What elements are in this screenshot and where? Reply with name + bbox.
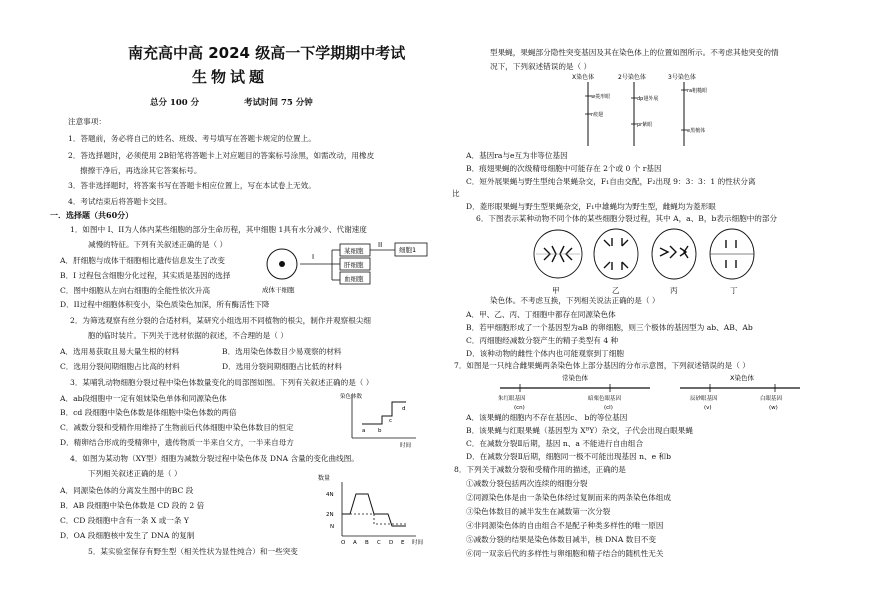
q5-option-c: C．短外展果蝇与野生型纯合果蝇杂交，F₁自由交配，F₂出现 9：3：3：1 的性状分离 [466, 177, 756, 186]
q5-stem: 况下，下列叙述错误的是（ ） [490, 62, 592, 71]
exam-time: 考试时间 75 分钟 [244, 98, 313, 108]
q3-stem: 3．某哺乳动物细胞分裂过程中染色体数量变化的局部图如图。下列有关叙述正确的是（ ） [70, 378, 374, 387]
stage-ii-label: II [378, 241, 383, 249]
q8-statement: ②同源染色体是由一条染色体经过复制而来的两条染色体组成 [466, 493, 672, 502]
x-tick: E [401, 540, 405, 546]
subject-title: 生物试题 [192, 68, 269, 86]
cell-jia [534, 230, 582, 278]
q7-stem: 7．如图是一只纯合雌果蝇两条染色体上部分基因的分布示意图，下列叙述错误的是（ ） [454, 361, 750, 370]
x-tick: A [353, 540, 357, 546]
y-tick: N [330, 524, 335, 530]
gene-label: e黑檀体 [687, 128, 706, 134]
cell-box-label: 某细胞 [344, 247, 364, 255]
q7-gene-map [480, 372, 810, 412]
q2-option-c: C．选用分裂间期细胞占比高的材料 [60, 362, 180, 371]
cell-yi [594, 229, 638, 279]
gene-label: ra粗糙眼 [687, 88, 708, 94]
q5-option-c-cont: 比 [452, 189, 460, 198]
q5-option-b: B．痕翅果蝇的次级精母细胞中可能存在 2个或 0 个 r基因 [466, 164, 662, 173]
x-tick: O [341, 540, 346, 546]
q1-option-a: A．肝细胞与成体干细胞相比遗传信息发生了改变 [60, 256, 225, 265]
y-axis-label: 数量 [318, 475, 331, 482]
gene-label: w菱形眼 [591, 94, 611, 100]
q6-option-a: A．甲、乙、丙、丁细胞中都存在同源染色体 [466, 310, 616, 319]
q8-statement: ③染色体数目的减半发生在减数第一次分裂 [466, 507, 611, 516]
cell-ding [710, 229, 754, 279]
chromosome-title: 3号染色体 [668, 74, 696, 81]
note-line: 4．考试结束后将答题卡交回。 [68, 197, 172, 206]
q1-stem: 1．如图中 I、II为人体内某些细胞的部分生命历程，其中细胞 1具有水分减少、代谢速度 [70, 225, 367, 234]
note-line: 2．答选择题时，必须使用 2B铅笔将答题卡上对应题目的答案标号涂黑，如需改动，用橡皮 [68, 151, 375, 160]
q8-statement: ⑤减数分裂的结果是染色体数目减半，核 DNA 数目不变 [466, 535, 657, 544]
q2-option-b: B．选用染色体数目少易观察的材料 [222, 347, 342, 356]
stage-i-label: I [312, 253, 315, 261]
x-tick: D [389, 540, 394, 546]
dna-curve [342, 494, 406, 526]
x-axis-label: 时间 [412, 540, 424, 546]
end-cell-label: 细胞1 [399, 246, 417, 254]
point-label: d [402, 406, 406, 412]
q2-stem: 胞的临时装片。下列关于选材依据的叙述，不合理的是（ ） [88, 331, 288, 340]
q1-option-c: C．图中细胞从左向右细胞的全能性依次升高 [60, 286, 211, 295]
gene-code: (w) [769, 405, 778, 411]
cell-box-label: 血细胞 [344, 275, 364, 283]
q7-option-d: D．在减数分裂Ⅱ后期，细胞同一极不可能出现基因 n、e 和b [466, 452, 671, 461]
gene-label: 辰砂眼基因 [690, 396, 718, 402]
q6-option-c: C．丙细胞经减数分裂产生的精子类型有 4 种 [466, 336, 619, 345]
q8-statement: ①减数分裂包括两次连续的细胞分裂 [466, 479, 588, 488]
note-line: 3．答非选择题时，将答案书写在答题卡相应位置上，写在本试卷上无效。 [68, 181, 316, 190]
x-tick: C [377, 540, 381, 546]
section-heading: 一．选择题（共60分） [50, 210, 134, 220]
q8-stem: 8．下列关于减数分裂和受精作用的描述，正确的是 [454, 465, 626, 474]
cell-box-label: 肝细胞 [344, 261, 364, 269]
q8-statement: ⑥同一双亲后代的多样性与卵细胞和精子结合的随机性无关 [466, 549, 664, 558]
q3-option-d: D．精卵结合形成的受精卵中，遗传物质一半来自父方，一半来自母方 [60, 438, 294, 447]
gene-label: dp翅外展 [637, 96, 659, 102]
x-chromosome-title: X染色体 [730, 374, 754, 382]
gene-code: (v) [704, 405, 712, 411]
q3-option-a: A．ab段细胞中一定有姐妹染色单体和同源染色体 [60, 394, 227, 403]
q4-option-b: B．AB 段细胞中染色体数是 CD 段的 2 倍 [60, 501, 205, 510]
gene-label: 暗栗色眼基因 [588, 396, 622, 402]
right-column [440, 0, 870, 615]
q6-option-d: D．该种动物的雌性个体内也可能观察到丁细胞 [466, 349, 624, 358]
chromosome-step-line [362, 402, 406, 424]
q1-stem: 减慢的特征。下列有关叙述正确的是（ ） [88, 240, 228, 249]
point-label: a [362, 428, 366, 434]
y-tick: 4N [326, 492, 334, 498]
q2-option-a: A．选用易获取且易大量生根的材料 [60, 347, 180, 356]
q2-option-d: D．选用分裂间期细胞占比低的材料 [222, 362, 342, 371]
note-line: 1．答题前，务必将自己的姓名、班级、考号填写在答题卡规定的位置上。 [68, 134, 316, 143]
q1-option-d: D．II过程中细胞体积变小，染色质染色加深，所有酶活性下降 [60, 300, 270, 309]
q3-option-c: C．减数分裂和受精作用维持了生物前后代体细胞中染色体数目的恒定 [60, 423, 294, 432]
q6-cell-division-figure [530, 226, 770, 292]
point-label: c [389, 418, 393, 424]
stem-cell-nucleus [279, 261, 285, 267]
q7-option-a: A．该果蝇的细胞内不存在基因c、 b的等位基因 [466, 413, 628, 422]
chromosome-curve [342, 514, 408, 524]
total-score: 总分 100 分 [150, 98, 200, 108]
exam-title: 南充高中高 2024 级高一下学期期中考试 [128, 44, 406, 62]
q1-cell-diagram [260, 238, 440, 296]
q5-stem: 型果蝇，果蝇部分隐性突变基因及其在染色体上的位置如图所示。不考虑其他突变的情 [490, 48, 779, 57]
q4-option-c: C．CD 段细胞中含有一条 X 或一条 Y [60, 516, 189, 525]
gene-code: (cl) [604, 405, 613, 411]
gene-code: (cn) [514, 405, 525, 411]
q3-option-b: B．cd 段细胞中染色体数是体细胞中染色体数的两倍 [60, 408, 237, 417]
q7-option-c: C．在减数分裂Ⅱ后期，基因 n、a 不能进行自由组合 [466, 439, 644, 448]
q6-option-b: B．若甲细胞形成了一个基因型为aB 的卵细胞，则三个极体的基因型为 ab、AB、Ab [466, 323, 753, 332]
cell-label-jia: 甲 [552, 286, 560, 295]
gene-label: 白眼基因 [760, 396, 783, 402]
q3-step-graph [340, 392, 420, 450]
note-line: 擦擦干净后，再选涂其它答案标号。 [80, 166, 202, 175]
q1-option-b: B．I 过程包含细胞分化过程，其实质是基因的选择 [60, 271, 231, 280]
q6-stem: 6．下图表示某种动物不同个体的某些细胞分裂过程，其中 A，a、B，b表示细胞中的部分 [476, 214, 778, 223]
q2-stem: 2．为筛选观察有丝分裂的合适材料，某研究小组选用不同植物的根尖，制作并观察根尖细 [70, 316, 371, 325]
q4-meiosis-graph [312, 472, 432, 552]
q4-option-a: A．同源染色体的分离发生图中的BC 段 [60, 486, 194, 495]
y-axis-label: 染色体数 [340, 394, 363, 400]
cell-label-ding: 丁 [730, 286, 738, 295]
q5-stem: 5．某实验室保存有野生型（相关性状为显性纯合）和一些突变 [88, 547, 298, 556]
q4-option-d: D．OA 段细胞核中发生了 DNA 的复制 [60, 531, 195, 540]
q4-stem: 下列相关叙述正确的是（ ） [88, 469, 182, 478]
autosome-title: 常染色体 [562, 374, 588, 382]
q5-option-a: A．基因ra与e互为非等位基因 [466, 151, 568, 160]
notes-heading: 注意事项： [68, 117, 106, 126]
cell-label-yi: 乙 [612, 286, 620, 295]
q7-option-b: B．该果蝇与红眼果蝇（基因型为 XᴮY）杂交，子代会出现白眼果蝇 [466, 426, 693, 435]
x-tick: B [365, 540, 369, 546]
chromosome-title: 2号染色体 [618, 74, 646, 81]
cell-label-bing: 丙 [670, 286, 678, 295]
q4-stem: 4．如图为某动物（XY型）细胞为减数分裂过程中染色体及 DNA 含量的变化曲线图。 [70, 454, 359, 463]
cell-bing [652, 229, 696, 279]
gene-label: pr紫眼 [637, 122, 653, 128]
x-axis-label: 时间 [400, 443, 412, 449]
gene-label: 朱红眼基因 [498, 396, 526, 402]
q8-statement: ④非同源染色体的自由组合不是配子种类多样性的唯一原因 [466, 521, 664, 530]
q5-option-d: D．菱形眼果蝇与野生型果蝇杂交，F₁中雄蝇均为野生型，雌蝇均为菱形眼 [466, 202, 716, 211]
q6-stem: 染色体。不考虑互换，下列相关说法正确的是（ ） [490, 296, 660, 305]
point-label: b [378, 428, 382, 434]
stem-cell-label: 成体干细胞 [262, 286, 295, 294]
gene-label: r痕翅 [591, 112, 604, 118]
y-tick: 2N [326, 512, 334, 518]
chromosome-title: X染色体 [572, 74, 595, 81]
q5-chromosome-map [570, 72, 730, 148]
